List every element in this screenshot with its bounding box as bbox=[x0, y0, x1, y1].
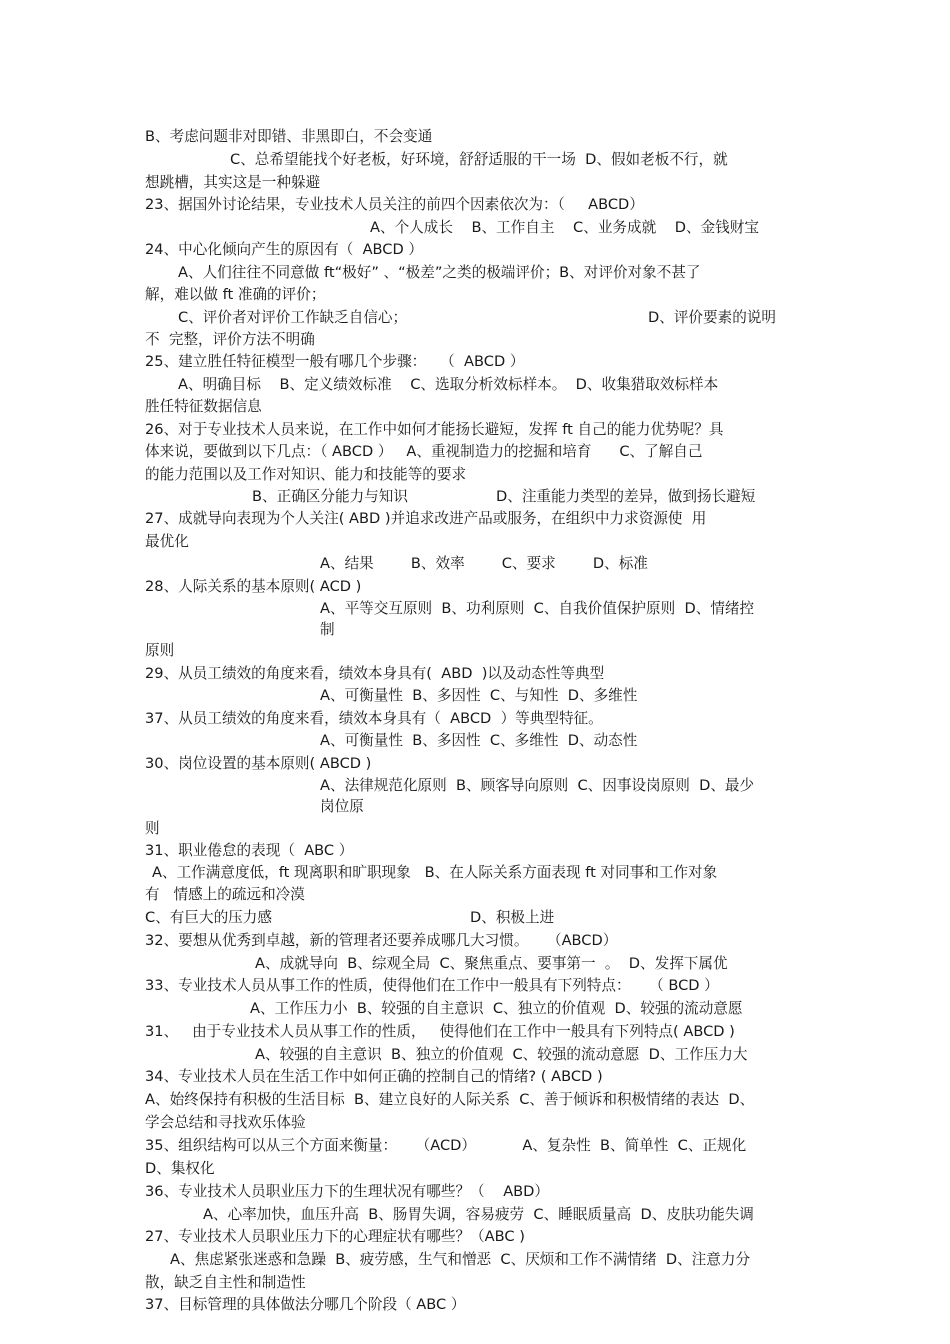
text-line: 胜任特征数据信息 bbox=[145, 398, 262, 415]
answer-options: A、平等交互原则 B、功利原则 C、自我价值保护原则 D、情绪控 bbox=[320, 600, 755, 617]
question-31b: 31、 由于专业技术人员从事工作的性质， 使得他们在工作中一般具有下列特点( ABCD ) bbox=[145, 1023, 735, 1040]
text-line: 则 bbox=[145, 820, 160, 837]
text-line: 想跳槽，其实这是一种躲避 bbox=[145, 174, 321, 191]
answer-options: A、个人成长 B、工作自主 C、业务成就 D、金钱财宝 bbox=[370, 219, 759, 236]
text-line: 最优化 bbox=[145, 533, 189, 550]
question-27b: 27、专业技术人员职业压力下的心理症状有哪些？（ABC ) bbox=[145, 1228, 525, 1245]
question-36: 36、专业技术人员职业压力下的生理状况有哪些？（ ABD） bbox=[145, 1183, 550, 1200]
text-line: D、集权化 bbox=[145, 1160, 215, 1177]
question-23: 23、据国外讨论结果，专业技术人员关注的前四个因素依次为：（ ABCD） bbox=[145, 196, 644, 213]
text-line: 制 bbox=[320, 621, 335, 638]
question-26: 26、对于专业技术人员来说，在工作中如何才能扬长避短，发挥 ft 自己的能力优势呢？具 bbox=[145, 421, 724, 438]
answer-options: A、法律规范化原则 B、顾客导向原则 C、因事设岗原则 D、最少 bbox=[320, 777, 755, 794]
question-37b: 37、目标管理的具体做法分哪几个阶段（ ABC ） bbox=[145, 1296, 466, 1313]
text-line: 的能力范围以及工作对知识、能力和技能等的要求 bbox=[145, 466, 467, 483]
text-line: 解，难以做 ft 准确的评价； bbox=[145, 286, 326, 303]
answer-options: A、较强的自主意识 B、独立的价值观 C、较强的流动意愿 D、工作压力大 bbox=[255, 1046, 748, 1063]
question-35: 35、组织结构可以从三个方面来衡量： （ACD） A、复杂性 B、简单性 C、正规化 bbox=[145, 1137, 747, 1154]
answer-options: A、工作满意度低，ft 现离职和旷职现象 B、在人际关系方面表现 ft 对同事和工作对象 bbox=[152, 864, 718, 881]
answer-options: A、心率加快，血压升高 B、肠胃失调，容易疲劳 C、睡眠质量高 D、皮肤功能失调 bbox=[203, 1206, 754, 1223]
text-line: B、考虑问题非对即错、非黑即白，不会变通 bbox=[145, 128, 433, 145]
answer-options: A、工作压力小 B、较强的自主意识 C、独立的价值观 D、较强的流动意愿 bbox=[250, 1000, 743, 1017]
question-32: 32、要想从优秀到卓越，新的管理者还要养成哪几大习惯。 （ABCD） bbox=[145, 932, 618, 949]
question-25: 25、建立胜任特征模型一般有哪几个步骤： （ ABCD ） bbox=[145, 353, 525, 370]
question-31: 31、职业倦怠的表现（ ABC ） bbox=[145, 842, 354, 859]
answer-options: A、可衡量性 B、多因性 C、多维性 D、动态性 bbox=[320, 732, 638, 749]
answer-options: D、注重能力类型的差异，做到扬长避短 bbox=[496, 488, 756, 505]
question-30: 30、岗位设置的基本原则( ABCD ) bbox=[145, 755, 372, 772]
answer-options: A、成就导向 B、综观全局 C、聚焦重点、要事第一 。 D、发挥下属优 bbox=[255, 955, 728, 972]
question-27: 27、成就导向表现为个人关注( ABD )并追求改进产品或服务，在组织中力求资源使 用 bbox=[145, 510, 707, 527]
answer-options: A、结果 B、效率 C、要求 D、标准 bbox=[320, 555, 648, 572]
answer-options: A、始终保持有积极的生活目标 B、建立良好的人际关系 C、善于倾诉和积极情绪的表达 D、 bbox=[145, 1091, 755, 1108]
text-line: C、总希望能找个好老板，好环境，舒舒适服的干一场 D、假如老板不行，就 bbox=[230, 151, 728, 168]
text-line: C、评价者对评价工作缺乏自信心； bbox=[178, 309, 408, 326]
answer-options: D、积极上进 bbox=[470, 909, 555, 926]
text-line: 岗位原 bbox=[320, 798, 364, 815]
text-line: 体来说，要做到以下几点：（ ABCD ） A、重视制造力的挖掘和培育 C、了解自己 bbox=[145, 443, 703, 460]
answer-options: A、明确目标 B、定义绩效标准 C、选取分析效标样本。 D、收集猎取效标样本 bbox=[178, 376, 719, 393]
answer-options: A、可衡量性 B、多因性 C、与知性 D、多维性 bbox=[320, 687, 638, 704]
text-line: 散，缺乏自主性和制造性 bbox=[145, 1274, 306, 1291]
question-28: 28、人际关系的基本原则( ACD ) bbox=[145, 578, 362, 595]
text-line: 不 完整，评价方法不明确 bbox=[145, 331, 315, 348]
text-line: A、人们往往不同意做 ft“极好” 、“极差”之类的极端评价；B、对评价对象不甚了 bbox=[178, 264, 701, 281]
text-line: 学会总结和寻找欢乐体验 bbox=[145, 1114, 306, 1131]
question-24: 24、中心化倾向产生的原因有（ ABCD ） bbox=[145, 241, 423, 258]
text-line: D、评价要素的说明 bbox=[648, 309, 776, 326]
answer-options: C、有巨大的压力感 bbox=[145, 909, 272, 926]
text-line: 有 情感上的疏远和冷漠 bbox=[145, 886, 305, 903]
question-37: 37、从员工绩效的角度来看，绩效本身具有（ ABCD ）等典型特征。 bbox=[145, 710, 603, 727]
answer-options: B、正确区分能力与知识 bbox=[252, 488, 408, 505]
question-33: 33、专业技术人员从事工作的性质，使得他们在工作中一般具有下列特点： （ BCD ） bbox=[145, 977, 719, 994]
answer-options: A、焦虑紧张迷惑和急躁 B、疲劳感，生气和憎恶 C、厌烦和工作不满情绪 D、注意力分 bbox=[170, 1251, 751, 1268]
question-34: 34、专业技术人员在生活工作中如何正确的控制自己的情绪? ( ABCD ) bbox=[145, 1068, 603, 1085]
text-line: 原则 bbox=[145, 642, 175, 659]
question-29: 29、从员工绩效的角度来看，绩效本身具有( ABD )以及动态性等典型 bbox=[145, 665, 605, 682]
